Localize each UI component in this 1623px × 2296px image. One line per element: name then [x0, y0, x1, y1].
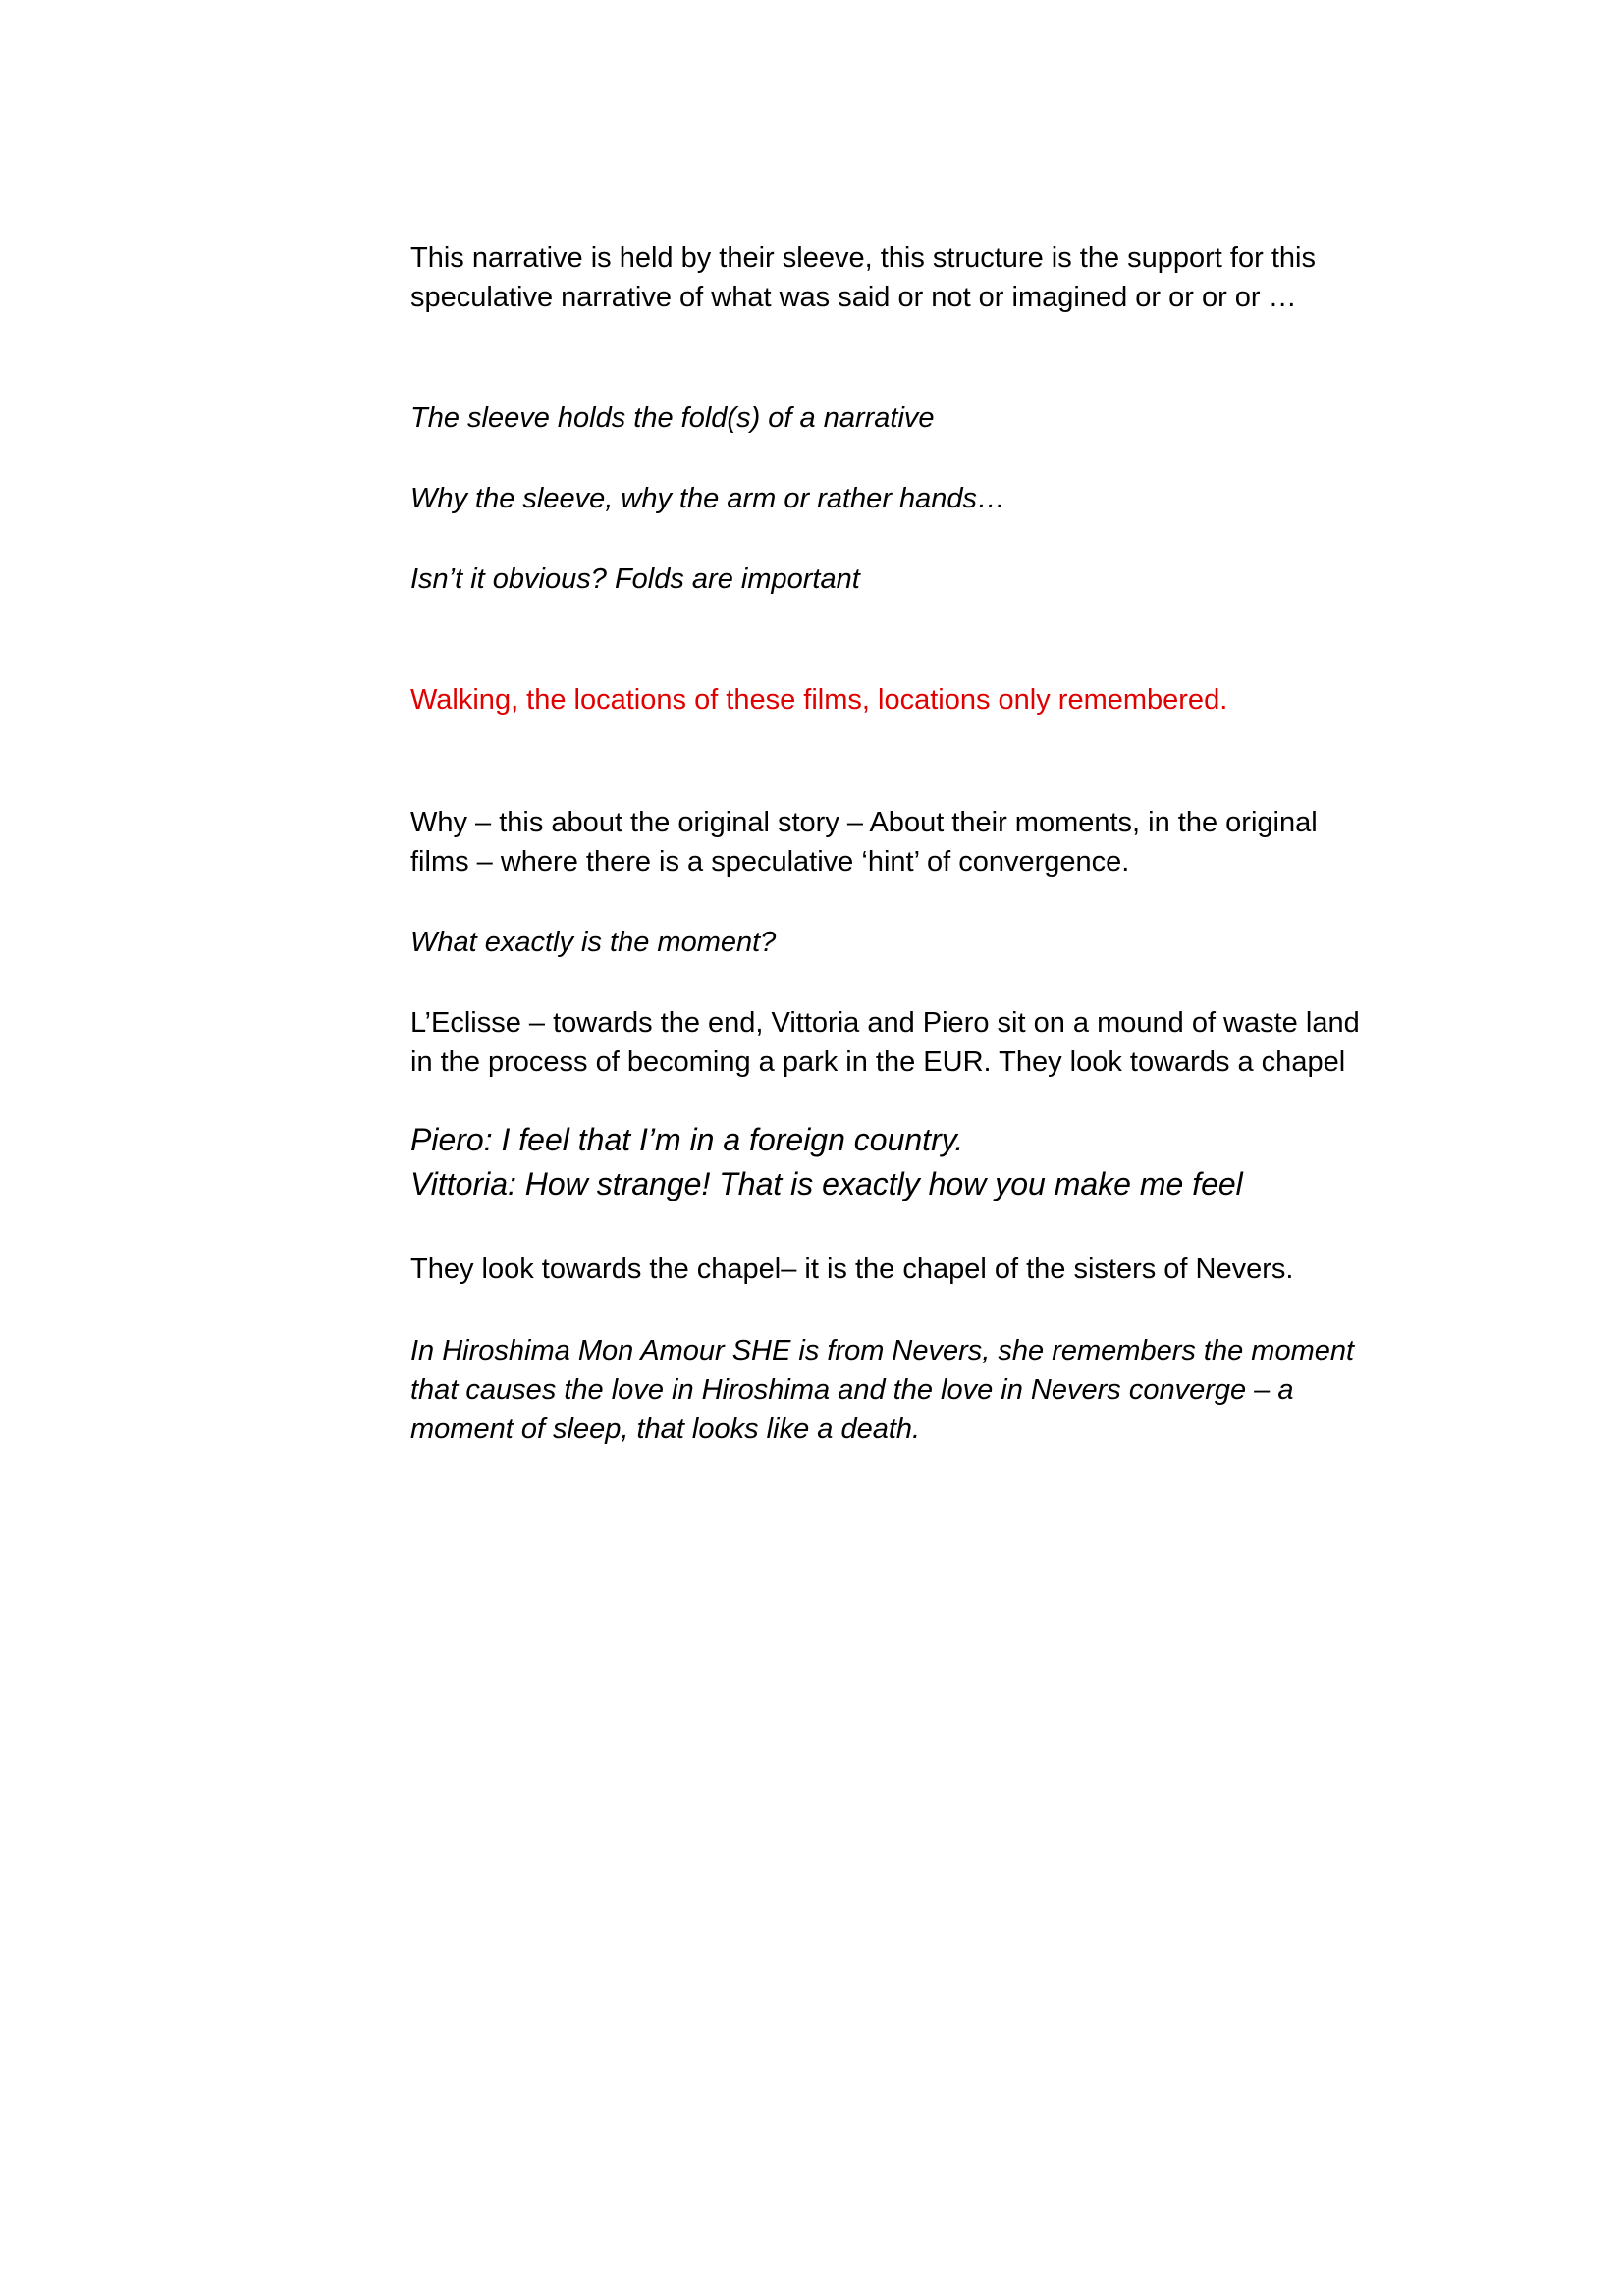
intro-line-2: speculative narrative of what was said or not or imagined or or or or … [410, 282, 1297, 313]
why-sleeve-line: Why the sleeve, why the arm or rather hands… [410, 483, 1006, 514]
dialogue-piero: Piero: I feel that I’m in a foreign country. [410, 1122, 964, 1157]
why-original-line-1: Why – this about the original story – About their moments, in the original [410, 807, 1318, 838]
walking-line: Walking, the locations of these films, locations only remembered. [410, 684, 1228, 716]
sleeve-holds-line: The sleeve holds the fold(s) of a narrative [410, 402, 935, 434]
dialogue-block [410, 1118, 1243, 1206]
chapel-line: They look towards the chapel– it is the chapel of the sisters of Nevers. [410, 1254, 1294, 1285]
why-original-paragraph [410, 803, 1318, 881]
hiroshima-line-2: that causes the love in Hiroshima and the love in Nevers converge – a [410, 1374, 1294, 1406]
intro-paragraph [410, 239, 1316, 317]
leclisse-paragraph [410, 1003, 1360, 1082]
hiroshima-paragraph [410, 1331, 1354, 1449]
leclisse-line-1: L’Eclisse – towards the end, Vittoria and Piero sit on a mound of waste land [410, 1007, 1360, 1039]
hiroshima-line-3: moment of sleep, that looks like a death. [410, 1414, 921, 1445]
obvious-line: Isn’t it obvious? Folds are important [410, 563, 860, 595]
intro-line-1: This narrative is held by their sleeve, this structure is the support for this [410, 242, 1316, 274]
why-original-line-2: films – where there is a speculative ‘hint’ of convergence. [410, 846, 1130, 878]
hiroshima-line-1: In Hiroshima Mon Amour SHE is from Nevers, she remembers the moment [410, 1335, 1355, 1366]
leclisse-line-2: in the process of becoming a park in the EUR. They look towards a chapel [410, 1046, 1346, 1078]
what-moment-line: What exactly is the moment? [410, 927, 777, 958]
dialogue-vittoria: Vittoria: How strange! That is exactly how you make me feel [410, 1166, 1243, 1201]
